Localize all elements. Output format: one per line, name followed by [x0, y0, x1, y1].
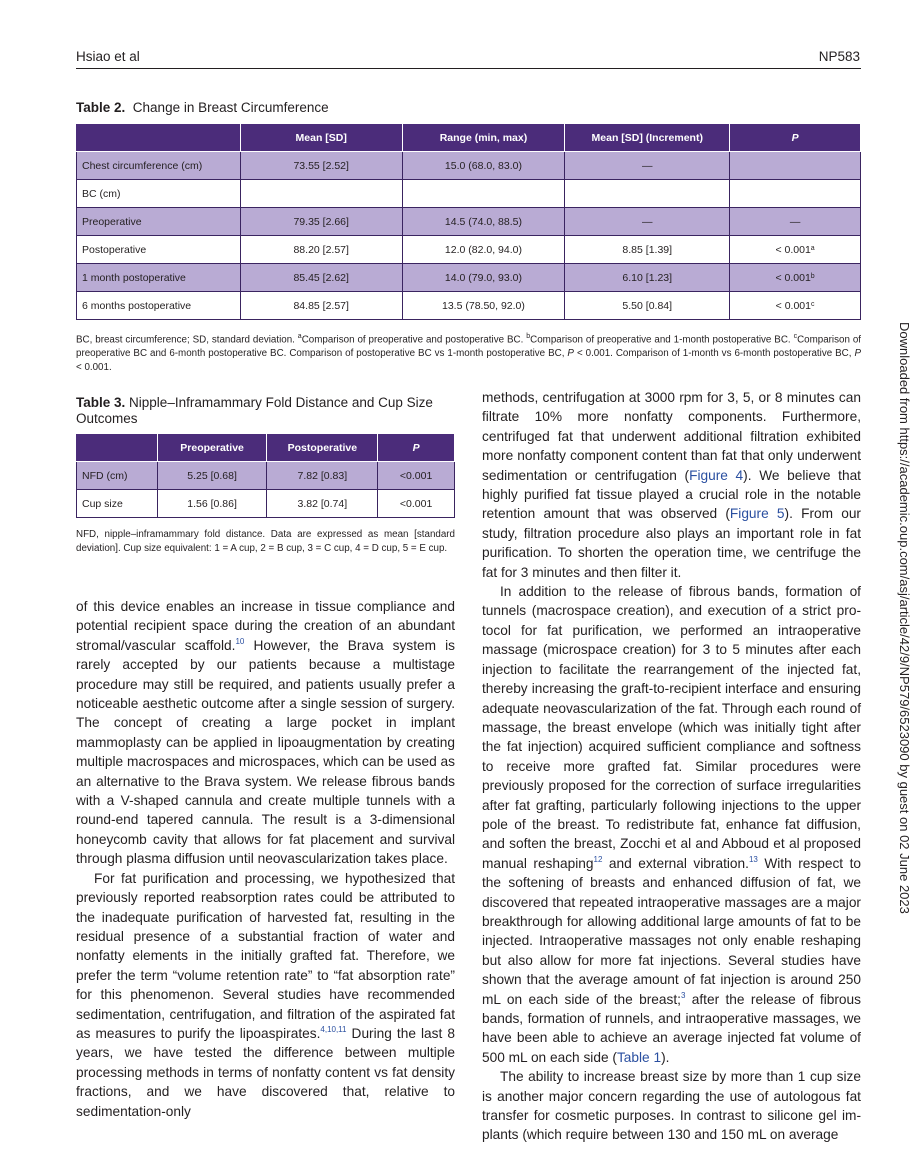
body-left-column [76, 597, 455, 1121]
table-cell: 85.45 [2.62] [240, 264, 402, 292]
table-cell: 5.25 [0.68] [157, 462, 267, 490]
table-cell: 3.82 [0.74] [267, 490, 378, 518]
table-2-header-cell: Mean [SD] (Increment) [565, 124, 730, 152]
table-2-label: Table 2. [76, 100, 126, 115]
paragraph: In addition to the release of fibrous bands, formation of tunnels (macrospace creation), and execution of a strict protocol for fat purification, we performed an intraoperative massage (microspace creation) for 3 to 5 minutes after each injection to facilitate the rearrangement of the injected fat, thereby increasing the graft-to-recipient interface and ensuring adequate neovascularization of the fat. Through each round of massage, the breast envelope (which was initially tight after the fat injection) acquired sufficient compliance and softness to receive more grafted fat. Similar procedures were previously proposed for the correction of surface irregularities after fat grafting, particularly following injections to the upper pole of the breast. To redistribute fat, enhance fat diffusion, and soften the breast, Zocchi et al and Abboud et al proposed manual reshaping$^{12}$ and external vibration.$^{13}$ With respect to the softening of breasts and enhanced diffusion of fat, we discovered that repeated intraoperative massages are a major breakthrough for allowing additional large amounts of fat to be injected. Intraoperative massages not only enable reshaping but also allow for more fat injections. Several studies have shown that the average amount of fat injection is around 250 mL on each side of the breast;$^3$ after the release of fibrous bands, formation of runnels, and intraoperative massages, we have been able to achieve an average injected fat volume of 500 mL on each side (Table 1). [482, 584, 861, 1065]
table-cell: 13.5 (78.50, 92.0) [402, 292, 565, 320]
citation-ref[interactable]: 10 [235, 636, 245, 646]
table-2-header-cell: Mean [SD] [240, 124, 402, 152]
table-3-header-row [77, 434, 455, 462]
table-cell: 15.0 (68.0, 83.0) [402, 152, 565, 180]
paragraph: methods, centrifugation at 3000 rpm for 3, 5, or 8 minutes can filtrate 10% more nonfatty components. Furthermore, centrifuged fat that underwent additional filtration exhibited more nonfatty component content than fat that only underwent sedimentation or centrifugation (Figure 4). We believe that highly purified fat tissue played a crucial role in the notable retention amount that was observed (Figure 5). From our study, filtration procedure also plays an important role in fat purification. To shorten the operation time, we centrifuge the fat for 3 minutes and then filter it. [482, 390, 861, 580]
header-rule [76, 68, 861, 69]
table-row [77, 236, 861, 264]
table-cell-label: 6 months postoperative [77, 292, 241, 320]
table-cell [240, 180, 402, 208]
table-3-caption [76, 395, 456, 427]
table-cell-label: BC (cm) [77, 180, 241, 208]
table-2-header-cell: Range (min, max) [402, 124, 565, 152]
citation-ref[interactable]: 3 [680, 990, 686, 1000]
table-cell: 12.0 (82.0, 94.0) [402, 236, 565, 264]
citation-ref[interactable]: 12 [593, 854, 603, 864]
table-cell-label: Preoperative [77, 208, 241, 236]
table-cell: 79.35 [2.66] [240, 208, 402, 236]
table-2-header-cell: P [730, 124, 861, 152]
table-3-header-cell: Postoperative [267, 434, 378, 462]
table-row [77, 152, 861, 180]
table-2-caption [76, 100, 329, 116]
table-cell: 14.5 (74.0, 88.5) [402, 208, 565, 236]
table-cell: 73.55 [2.52] [240, 152, 402, 180]
figure-5-link[interactable]: Figure 5 [729, 506, 785, 522]
table-cell-label: Cup size [77, 490, 158, 518]
table-cell-label: Chest circumference (cm) [77, 152, 241, 180]
table-2-header-row [77, 124, 861, 152]
table-cell [730, 180, 861, 208]
table-3 [76, 433, 455, 518]
table-cell: 84.85 [2.57] [240, 292, 402, 320]
table-cell-label: NFD (cm) [77, 462, 158, 490]
footnote-marker: c [810, 300, 815, 308]
download-watermark: Downloaded from https://academic.oup.com/asj/article/42/9/NP579/6523090 by guest on 02 June 2023 [897, 322, 912, 914]
table-cell: <0.001 [378, 462, 455, 490]
body-right-column [482, 388, 861, 1145]
table-cell-p: < 0.001$^a$ [730, 236, 861, 264]
footnote-marker: b [810, 272, 815, 280]
table-2-title: Change in Breast Circumference [132, 100, 329, 115]
table-cell: — [565, 208, 730, 236]
paragraph: The ability to increase breast size by more than 1 cup size is another major concern regarding the use of autologous fat transfer for cosmetic purposes. In contrast to silicone gel implants (which require between 130 and 150 mL on average [482, 1069, 861, 1143]
running-header-page-number: NP583 [818, 49, 860, 64]
table-cell-label: 1 month postoperative [77, 264, 241, 292]
paragraph: of this device enables an increase in tissue compliance and potential recipient space during the creation of an abundant stromal/vascular scaffold.$^{10}$ However, the Brava system is rarely accepted by our patients because a multistage procedure may still be required, and patients usually prefer a noticeable aesthetic outcome after a single session of surgery. The concept of creating a large pocket in implant mammoplasty can be applied in lipoaugmentation by creating multiple macrospaces and microspaces, which can be used as an alternative to the Brava system. We release fibrous bands with a V-shaped cannula and create multiple tunnels with a round-end tapered cannula. The result is a 3-dimensional honeycomb cavity that allows for fat placement and survival through plasma diffusion until neovascularization takes place. [76, 599, 455, 867]
table-3-label: Table 3. [76, 395, 126, 410]
table-2 [76, 123, 861, 320]
table-row [77, 292, 861, 320]
running-header-authors: Hsiao et al [76, 49, 140, 64]
table-cell [402, 180, 565, 208]
table-cell: <0.001 [378, 490, 455, 518]
table-row [77, 462, 455, 490]
table-row [77, 490, 455, 518]
table-cell: 1.56 [0.86] [157, 490, 267, 518]
table-1-link[interactable]: Table 1 [616, 1049, 662, 1065]
table-2-footnote: BC, breast circumference; SD, standard deviation. $^a$Comparison of preoperative and postoperative BC. $^b$Comparison of preoperative and 1-month postoperative BC. $^c$Comparison of preoperative BC and 6-month postoperative BC. Comparison of postoperative BC vs 1-month postoperative BC, P < 0.001. Comparison of 1-month vs 6-month postoperative BC, P < 0.001. [76, 333, 862, 373]
table-cell [565, 180, 730, 208]
table-row [77, 208, 861, 236]
table-cell: 5.50 [0.84] [565, 292, 730, 320]
table-cell-p: < 0.001$^c$ [730, 292, 861, 320]
table-row [77, 264, 861, 292]
table-cell: 6.10 [1.23] [565, 264, 730, 292]
table-cell: 88.20 [2.57] [240, 236, 402, 264]
table-cell [730, 152, 861, 180]
table-cell-label: Postoperative [77, 236, 241, 264]
table-3-title: Nipple–Inframammary Fold Distance and Cup Size Outcomes [76, 395, 433, 426]
table-cell: — [565, 152, 730, 180]
footnote-marker: a [810, 244, 815, 252]
table-row [77, 180, 861, 208]
table-3-footnote: NFD, nipple–inframammary fold distance. Data are expressed as mean [standard deviation]. Cup size equivalent: 1 = A cup, 2 = B cup, 3 = C cup, 4 = D cup, 5 = E cup. [76, 529, 455, 554]
citation-ref[interactable]: 4,10,11 [320, 1024, 347, 1034]
table-cell: 8.85 [1.39] [565, 236, 730, 264]
citation-ref[interactable]: 13 [748, 854, 758, 864]
table-2-header-cell [77, 124, 241, 152]
table-cell: 14.0 (79.0, 93.0) [402, 264, 565, 292]
table-3-header-cell: P [378, 434, 455, 462]
figure-4-link[interactable]: Figure 4 [689, 467, 744, 483]
paragraph: For fat purification and processing, we hypothesized that previously reported reabsorption rates could be attributed to the inadequate purification of harvested fat, resulting in the residual presence of a substantial fraction of water and nonfatty elements in the initially grafted fat. Therefore, we prefer the term “volume retention rate” to “fat absorption rate” for this phenomenon. Several studies have recommended sedimentation, centrifugation, and filtration of the aspirated fat as measures to purify the lipoaspirates.$^{4,10,11}$ During the last 8 years, we have tested the difference between multiple processing methods in terms of nonfatty content vs fat density fractions, and we have discovered that, relative to sedimentation-only [76, 870, 455, 1119]
table-cell-p: < 0.001$^b$ [730, 264, 861, 292]
table-cell: 7.82 [0.83] [267, 462, 378, 490]
table-3-header-cell [77, 434, 158, 462]
table-3-header-cell: Preoperative [157, 434, 267, 462]
table-cell: — [730, 208, 861, 236]
